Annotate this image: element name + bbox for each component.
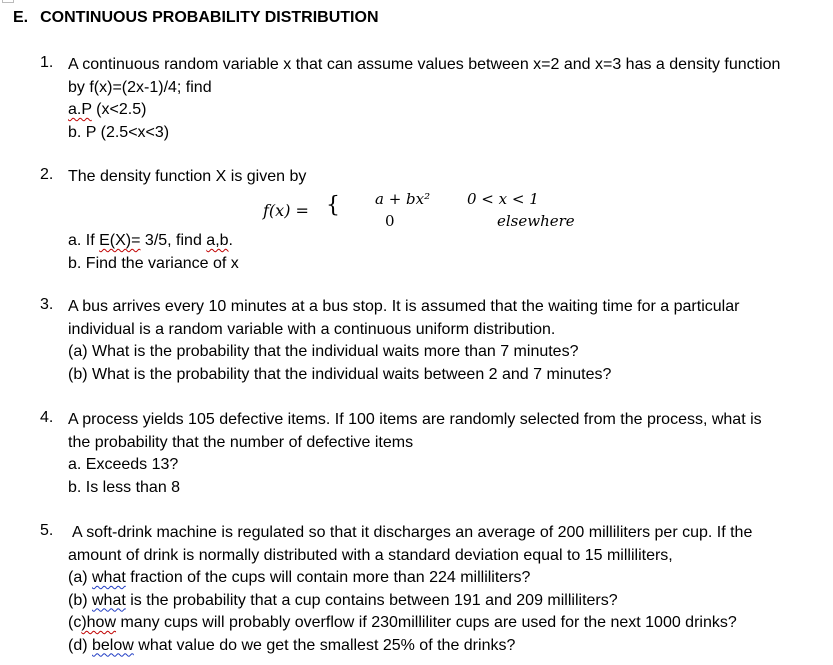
question-number: 2. [40, 166, 54, 183]
sub-question-text: many cups will probably overflow if 230milliliter cups are used for the next 1000 drinks? [116, 614, 737, 631]
question-body [68, 54, 819, 144]
question-body [68, 409, 819, 499]
spellcheck-word: a.P [68, 101, 92, 118]
sub-question-a [68, 99, 819, 122]
sub-question-a: a. Exceeds 13? [68, 456, 179, 473]
question-body [68, 230, 819, 275]
section-heading [13, 9, 379, 27]
sub-question-a [68, 230, 819, 253]
question-text: the probability that the number of defective items [68, 433, 414, 451]
sub-question-b: b. Is less than 8 [68, 478, 181, 496]
grammar-check-word: what [92, 591, 126, 609]
page-corner-mark [2, 0, 14, 3]
sub-question-b [68, 590, 819, 613]
grammar-check-word: what [92, 569, 126, 586]
sub-question-a [68, 567, 819, 590]
question-number: 3. [40, 296, 54, 313]
question-number: 5. [40, 522, 54, 539]
spellcheck-word: E(X)= [99, 232, 141, 249]
section-letter: E. [13, 9, 29, 26]
sub-question-text: (d) [68, 636, 92, 654]
question-text: amount of drink is normally distributed with a standard deviation equal to 15 milliliters, [68, 546, 673, 564]
sub-question-text: . [228, 232, 233, 249]
sub-question-b: b. P (2.5<x<3) [68, 123, 170, 141]
grammar-check-word: below [92, 636, 134, 654]
sub-question-b: b. Find the variance of x [68, 254, 239, 272]
question-text: A bus arrives every 10 minutes at a bus stop. It is assumed that the waiting time for a particular [68, 298, 740, 315]
sub-question-text: (x<2.5) [91, 101, 147, 118]
question-number: 4. [40, 409, 54, 426]
sub-question-b: (b) What is the probability that the individual waits between 2 and 7 minutes? [68, 365, 612, 383]
question-text: individual is a random variable with a continuous uniform distribution. [68, 320, 556, 338]
section-title: CONTINUOUS PROBABILITY DISTRIBUTION [40, 9, 379, 26]
question-body [68, 296, 819, 386]
formula-lhs: f(x) = [263, 201, 309, 220]
sub-question-d [68, 635, 819, 658]
sub-question-text: (b) [68, 591, 92, 609]
sub-question-c [68, 612, 819, 635]
formula-case1-expr: a + bx² [375, 190, 431, 208]
formula-case2-cond: elsewhere [497, 212, 575, 230]
question-body [68, 166, 819, 189]
question-text: A soft-drink machine is regulated so that it discharges an average of 200 milliliters per cup. If the [72, 524, 753, 541]
sub-question-text: fraction of the cups will contain more than 224 milliliters? [125, 569, 531, 586]
question-text: by f(x)=(2x-1)/4; find [68, 78, 212, 96]
formula-case1-cond: 0 < x < 1 [467, 190, 539, 208]
spellcheck-word: )how [81, 614, 117, 631]
sub-question-text: 3/5, find [140, 232, 207, 249]
spellcheck-word: a,b [206, 232, 229, 249]
sub-question-text: (c [68, 614, 82, 631]
formula-case2-expr: 0 [385, 212, 395, 230]
sub-question-text: what value do we get the smallest 25% of the drinks? [133, 636, 516, 654]
formula-brace: { [326, 193, 340, 218]
sub-question-a: (a) What is the probability that the individual waits more than 7 minutes? [68, 343, 579, 360]
question-body [68, 545, 819, 658]
question-number: 1. [40, 54, 54, 71]
question-text: A continuous random variable x that can assume values between x=2 and x=3 has a density function [68, 56, 781, 73]
sub-question-text: is the probability that a cup contains between 191 and 209 milliliters? [125, 591, 618, 609]
sub-question-text: (a) [68, 569, 92, 586]
sub-question-text: a. If [68, 232, 100, 249]
question-text: The density function X is given by [68, 168, 307, 185]
question-text: A process yields 105 defective items. If 100 items are randomly selected from the process, what is [68, 411, 762, 428]
question-body [72, 522, 819, 545]
